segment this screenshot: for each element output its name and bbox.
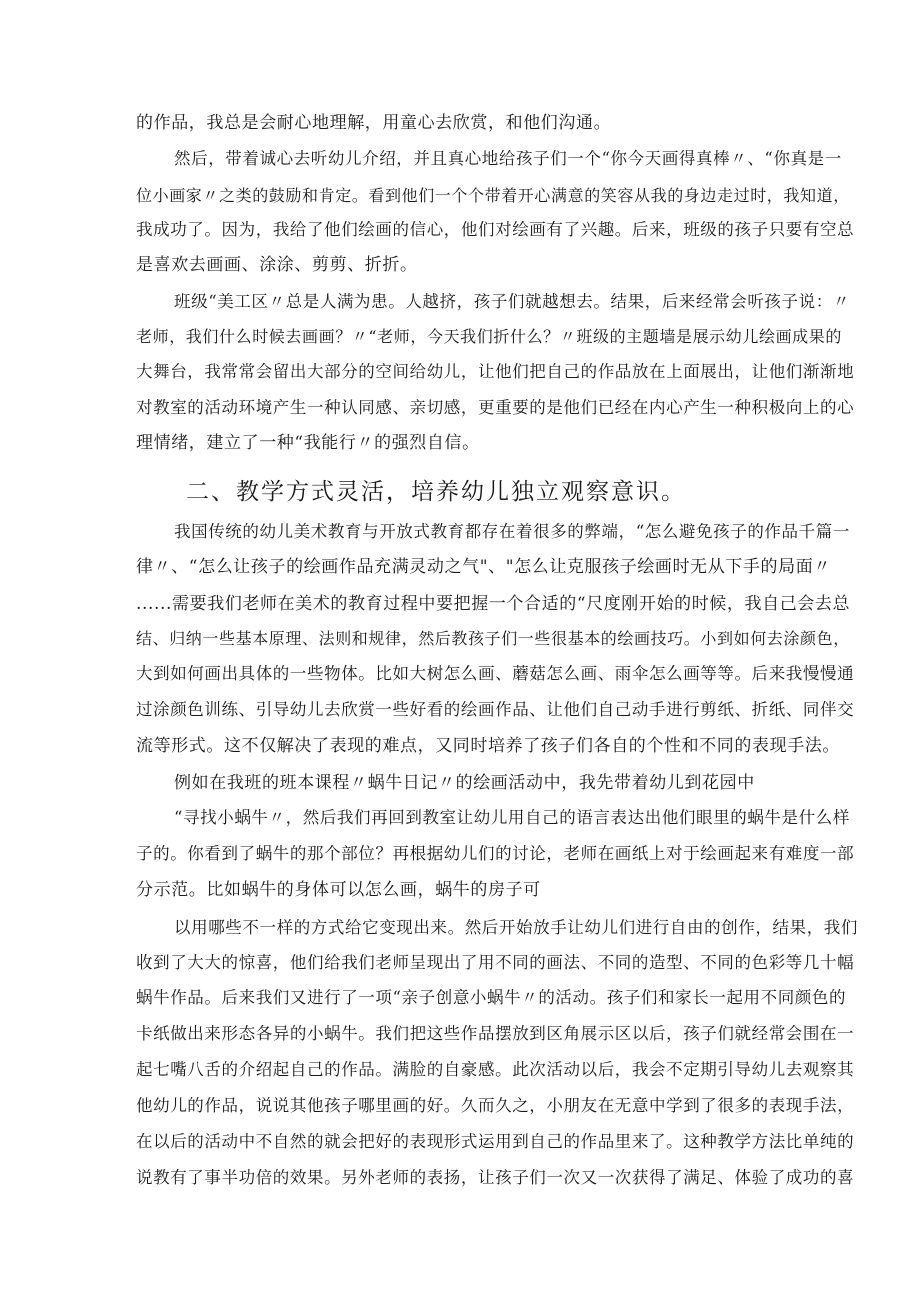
paragraph-line: 起七嘴八舌的介绍起自己的作品。满脸的自豪感。此次活动以后，我会不定期引导幼儿去观察其 bbox=[136, 1060, 855, 1079]
paragraph-line: 卡纸做出来形态各异的小蜗牛。我们把这些作品摆放到区角展示区以后，孩子们就经常会围在一 bbox=[136, 1024, 855, 1043]
paragraph-line: 我国传统的幼儿美术教育与开放式教育都存在着很多的弊端，“怎么避免孩子的作品千篇一 bbox=[174, 522, 850, 541]
paragraph-line: 大到如何画出具体的一些物体。比如大树怎么画、蘑菇怎么画、雨伞怎么画等等。后来我慢慢通 bbox=[136, 664, 855, 683]
paragraph-line: 班级“美工区〃总是人满为患。人越挤，孩子们就越想去。结果，后来经常会听孩子说：〃 bbox=[174, 292, 850, 311]
paragraph-line: 我成功了。因为，我给了他们绘画的信心，他们对绘画有了兴趣。后来，班级的孩子只要有空总 bbox=[136, 220, 855, 239]
paragraph-line: 过涂颜色训练、引导幼儿去欣赏一些好看的绘画作品、让他们自己动手进行剪纸、折纸、同伴交 bbox=[136, 700, 855, 719]
paragraph-line: 对教室的活动环境产生一种认同感、亲切感，更重要的是他们已经在内心产生一种积极向上的心 bbox=[136, 398, 855, 417]
paragraph-line: 大舞台，我常常会留出大部分的空间给幼儿，让他们把自己的作品放在上面展出，让他们渐渐地 bbox=[136, 362, 855, 381]
paragraph-line: 流等形式。这不仅解决了表现的难点，又同时培养了孩子们各自的个性和不同的表现手法。 bbox=[136, 736, 840, 756]
paragraph-line: 然后，带着诚心去听幼儿介绍，并且真心地给孩子们一个“你今天画得真棒〃、“你真是一 bbox=[174, 149, 842, 168]
paragraph-line: 结、归纳一些基本原理、法则和规律，然后教孩子们一些很基本的绘画技巧。小到如何去涂颜色， bbox=[136, 629, 850, 648]
paragraph-line: 子的。你看到了蜗牛的那个部位？再根据幼儿们的讨论，老师在画纸上对于绘画起来有难度一部 bbox=[136, 844, 855, 863]
paragraph-line: 位小画家〃之类的鼓励和肯定。看到他们一个个带着开心满意的笑容从我的身边走过时，我知道， bbox=[136, 186, 850, 205]
paragraph-line: 老师，我们什么时候去画画？〃“老师，今天我们折什么？〃班级的主题墙是展示幼儿绘画成果的 bbox=[136, 327, 842, 346]
paragraph-line: “寻找小蜗牛〃，然后我们再回到教室让幼儿用自己的语言表达出他们眼里的蜗牛是什么样 bbox=[174, 808, 850, 827]
section-heading: 二、教学方式灵活，培养幼儿独立观察意识。 bbox=[186, 479, 686, 505]
paragraph-line: ......需要我们老师在美术的教育过程中要把握一个合适的“尺度刚开始的时候，我自己会去总 bbox=[136, 594, 851, 614]
paragraph-line: 说教有了事半功倍的效果。另外老师的表扬，让孩子们一次又一次获得了满足、体验了成功的喜 bbox=[136, 1168, 855, 1187]
paragraph-line: 例如在我班的班本课程〃蜗牛日记〃的绘画活动中，我先带着幼儿到花园中 bbox=[174, 773, 755, 793]
paragraph-line: 律〃、“怎么让孩子的绘画作品充满灵动之气"、"怎么让克服孩子绘画时无从下手的局面〃 bbox=[136, 557, 831, 577]
paragraph-line: 是喜欢去画画、涂涂、剪剪、折折。 bbox=[136, 255, 418, 275]
paragraph-line: 收到了大大的惊喜，他们给我们老师呈现出了用不同的画法、不同的造型、不同的色彩等几十幅 bbox=[136, 953, 855, 972]
paragraph-line: 理情绪，建立了一种“我能行〃的强烈自信。 bbox=[136, 433, 480, 453]
paragraph-line: 他幼儿的作品，说说其他孩子哪里画的好。久而久之，小朋友在无意中学到了很多的表现手法， bbox=[136, 1096, 855, 1115]
paragraph-line: 蜗牛作品。后来我们又进行了一项“亲子创意小蜗牛〃的活动。孩子们和家长一起用不同颜色的 bbox=[136, 988, 847, 1007]
paragraph-line: 的作品，我总是会耐心地理解，用童心去欣赏，和他们沟通。 bbox=[136, 113, 612, 133]
paragraph-line: 分示范。比如蜗牛的身体可以怎么画，蜗牛的房子可 bbox=[136, 880, 541, 900]
paragraph-line: 在以后的活动中不自然的就会把好的表现形式运用到自己的作品里来了。这种教学方法比单纯的 bbox=[136, 1132, 855, 1151]
paragraph-line: 以用哪些不一样的方式给它变现出来。然后开始放手让幼儿们进行自由的创作，结果，我们 bbox=[174, 918, 858, 937]
